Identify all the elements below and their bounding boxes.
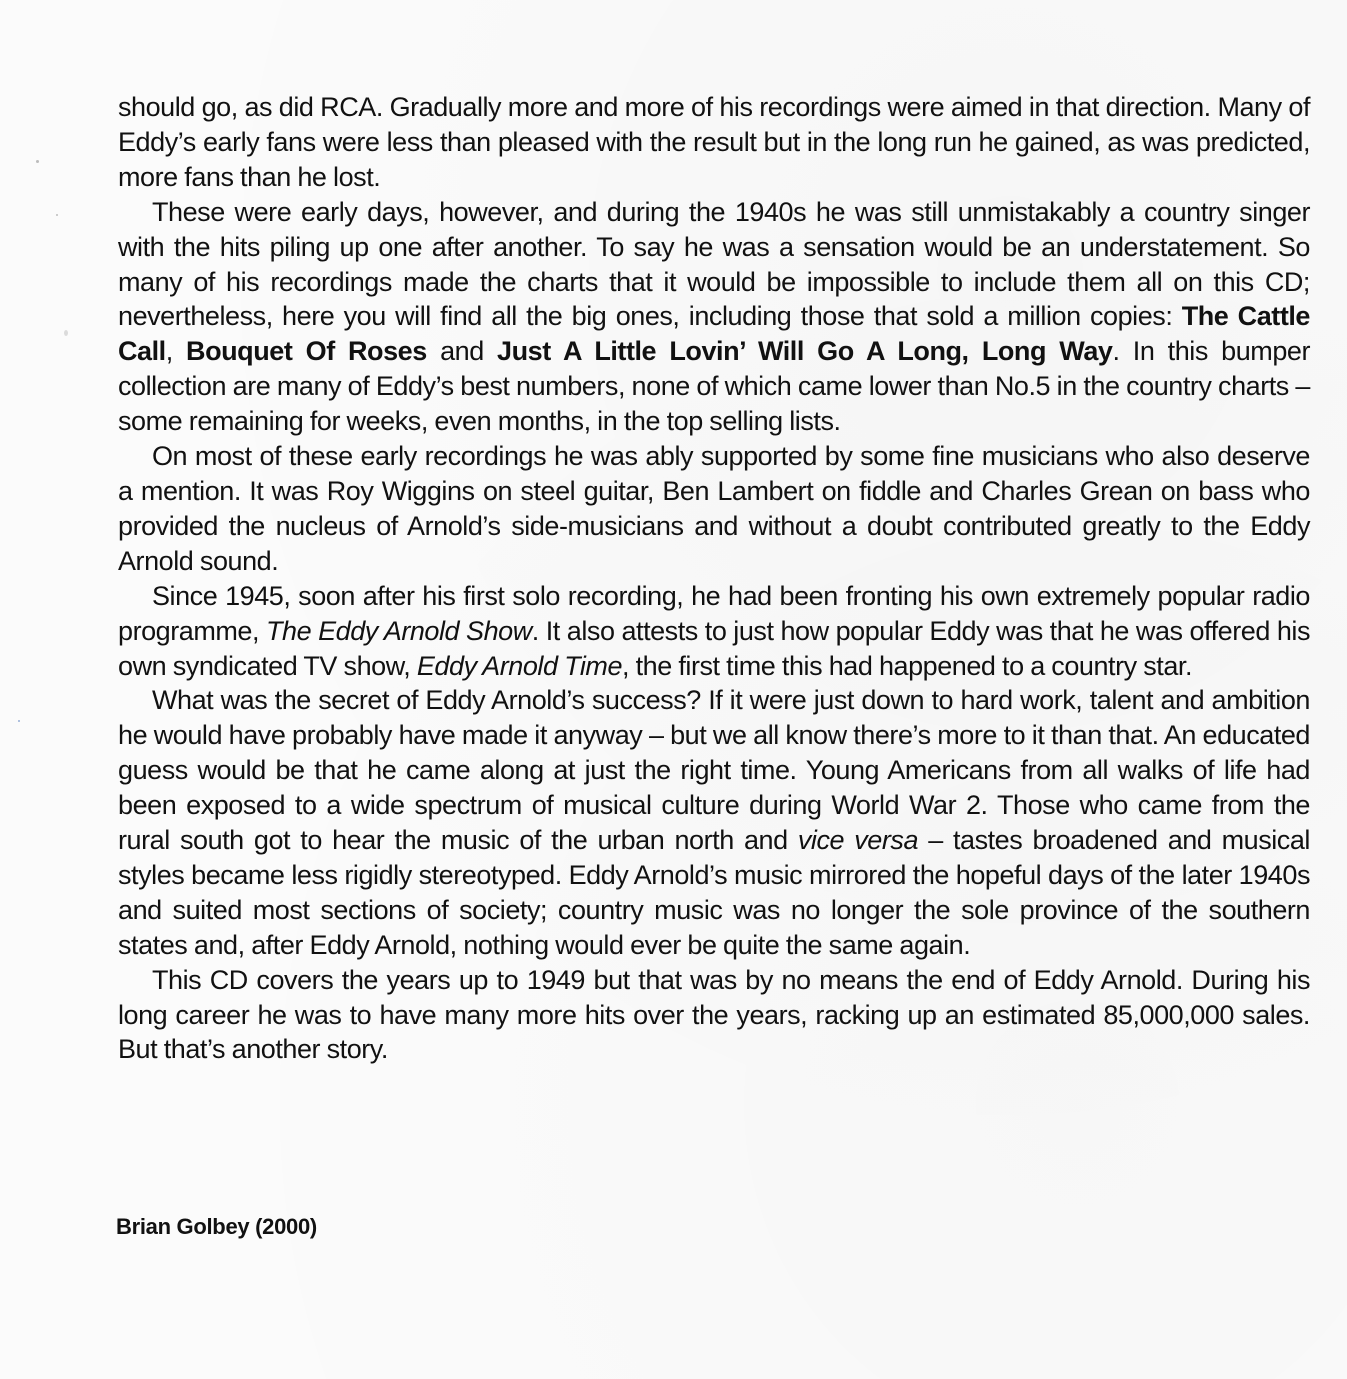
song-title: The Cattle Call [118,301,1310,367]
show-title: Eddy Arnold Time [416,650,623,681]
paragraph-text: Since 1945, soon after his first solo recording, he had been fronting his own extremely popular radio programme, [118,580,1310,646]
paper-speck [56,214,58,216]
paragraph-p3 [118,439,1310,579]
paragraph-text: This CD covers the years up to 1949 but that was by no means the end of Eddy Arnold. During his long career he was to have many more hits over the years, racking up an estimated 85,000,000 sales. But that’s another story. [118,964,1310,1065]
author-signature: Brian Golbey (2000) [116,1214,317,1239]
paragraph-text: These were early days, however, and during the 1940s he was still unmistakably a country singer with the hits piling up one after another. To say he was a sensation would be an understatement. So many of his recordings made the charts that it would be impossible to include them all on this CD; nevertheless, here you will find all the big ones, including those that sold a million copies: [118,196,1310,332]
paragraph-text: and [426,336,498,367]
show-title: vice versa [797,825,919,856]
paragraph-text: – tastes broadened and musical styles became less rigidly stereotyped. Eddy Arnold’s music mirrored the hopeful days of the later 1940s and suited most sections of society; country music was no longer the sole province of the southern states and, after Eddy Arnold, nothing would ever be quite the same again. [118,825,1310,960]
paragraph-text: , [165,336,187,367]
paper-speck [36,160,39,163]
song-title: Bouquet Of Roses [186,336,427,367]
paragraph-text: . It also attests to just how popular Eddy was that he was offered his own syndicated TV show, [118,615,1311,681]
paragraph-text: , the first time this had happened to a country star. [622,650,1193,681]
paragraph-p5 [118,683,1310,962]
paragraph-p4 [118,579,1310,684]
show-title: The Eddy Arnold Show [265,615,532,646]
paper-speck [18,720,20,722]
paragraph-text: . In this bumper collection are many of Eddy’s best numbers, none of which came lower than No.5 in the country charts – some remaining for weeks, even months, in the top selling lists. [118,336,1310,437]
paragraph-text: What was the secret of Eddy Arnold’s success? If it were just down to hard work, talent and ambition he would have probably have made it anyway – but we all know there’s more to it than that. An educated guess would be that he came along at just the right time. Young Americans from all walks of life had been exposed to a wide spectrum of musical culture during World War 2. Those who came from the rural south got to hear the music of the urban north and [118,685,1310,856]
paragraph-p6 [118,963,1310,1068]
paper-speck [64,330,68,336]
paragraph-p2 [118,195,1310,439]
paragraph-text: should go, as did RCA. Gradually more and more of his recordings were aimed in that direction. Many of Eddy’s early fans were less than pleased with the result but in the long run he gained, as was predicted, more fans than he lost. [118,92,1310,192]
song-title: Just A Little Lovin’ Will Go A Long, Long Way [497,336,1113,367]
liner-notes-body [118,90,1310,1067]
paragraph-text: On most of these early recordings he was ably supported by some fine musicians who also deserve a mention. It was Roy Wiggins on steel guitar, Ben Lambert on fiddle and Charles Grean on bass who provided the nucleus of Arnold’s side-musicians and without a doubt contributed greatly to the Eddy Arnold sound. [118,441,1310,576]
paragraph-p1 [118,90,1310,195]
